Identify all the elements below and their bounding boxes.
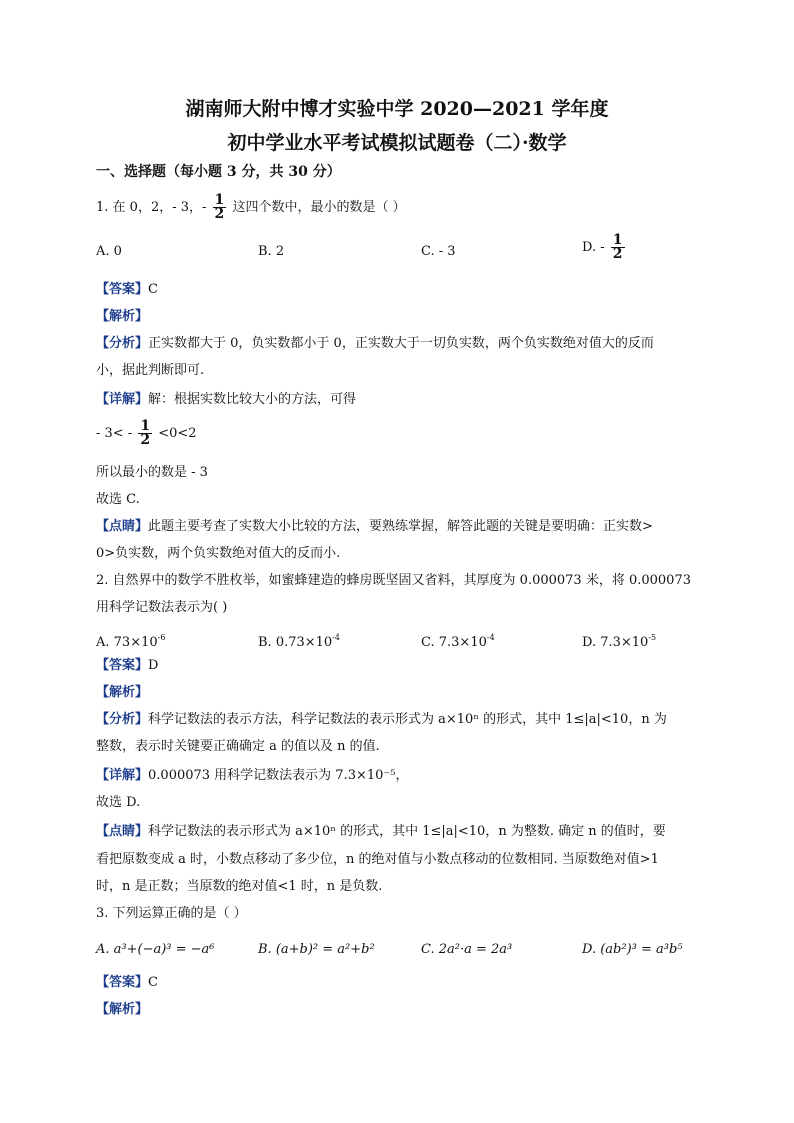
q2-analysis (96, 683, 148, 703)
q1-xiangjie (96, 390, 356, 410)
q1-choose: 故选 C. (96, 492, 140, 507)
q1-dianjing-1 (96, 517, 653, 537)
q1-fenxi-2: 小，据此判断即可. (96, 363, 205, 378)
q3-option-b: B. (a+b)² = a²+b² (258, 942, 375, 957)
frac-num: 1 (612, 232, 623, 248)
q1-option-d-text: D. - (582, 240, 605, 255)
q1-fenxi-1 (96, 334, 654, 354)
xiangjie-text: 解：根据实数比较大小的方法，可得 (148, 392, 357, 407)
q1-inequality (96, 420, 197, 447)
q2-dianjing-2: 看把原数变成 a 时，小数点移动了多少位，n 的绝对值与小数点移动的位数相同. 当原数绝对值>1 (96, 852, 659, 867)
frac-den: 2 (612, 246, 623, 262)
answer-value: C (148, 282, 158, 297)
dianjing-text: 科学记数法的表示形式为 a×10ⁿ 的形式，其中 1≤|a|<10，n 为整数. 确定 n 的值时，要 (148, 824, 666, 839)
answer-tag: 【答案】 (96, 658, 149, 673)
q1-option-c: C. - 3 (421, 244, 456, 259)
dianjing-tag: 【点睛】 (96, 824, 149, 839)
analysis-tag: 【解析】 (96, 685, 149, 700)
opt-text: C. 7.3×10 (421, 635, 487, 650)
doc-title-line2: 初中学业水平考试模拟试题卷（二）·数学 (227, 132, 567, 154)
xiangjie-tag: 【详解】 (96, 768, 149, 783)
q1-fraction (213, 194, 227, 221)
q1-option-b: B. 2 (258, 244, 285, 259)
q2-option-d (582, 628, 656, 653)
q1-stem (96, 194, 406, 221)
q1-answer (96, 280, 158, 300)
ineq-right: <0<2 (158, 426, 197, 441)
answer-tag: 【答案】 (96, 975, 149, 990)
q1-option-d-fraction (611, 234, 625, 261)
fenxi-tag: 【分析】 (96, 336, 149, 351)
q3-analysis (96, 1000, 148, 1020)
opt-exp: -5 (648, 633, 657, 642)
section-heading: 一、选择题（每小题 3 分，共 30 分） (96, 164, 341, 180)
ineq-fraction (138, 420, 152, 447)
xiangjie-tag: 【详解】 (96, 392, 149, 407)
q2-dianjing-3: 时，n 是正数；当原数的绝对值<1 时，n 是负数. (96, 879, 383, 894)
answer-value: D (148, 658, 159, 673)
q2-fenxi-2: 整数，表示时关键要正确确定 a 的值以及 n 的值. (96, 739, 380, 754)
q2-answer (96, 656, 158, 676)
ineq-left: - 3< - (96, 426, 133, 441)
q2-option-c (421, 628, 495, 653)
answer-value: C (148, 975, 158, 990)
q3-option-c: C. 2a²·a = 2a³ (421, 942, 513, 957)
q3-option-a: A. a³+(−a)³ = −a⁶ (96, 942, 215, 957)
frac-den: 2 (140, 432, 151, 448)
q3-answer (96, 973, 158, 993)
q2-fenxi-1 (96, 710, 667, 730)
opt-exp: -4 (486, 633, 495, 642)
analysis-tag: 【解析】 (96, 1002, 149, 1017)
q1-dianjing-2: 0>负实数，两个负实数绝对值大的反而小. (96, 546, 341, 561)
dianjing-text: 此题主要考查了实数大小比较的方法，要熟练掌握，解答此题的关键是要明确：正实数> (148, 519, 653, 534)
q1-option-a: A. 0 (96, 244, 122, 259)
analysis-tag: 【解析】 (96, 309, 149, 324)
q3-stem: 3. 下列运算正确的是（ ） (96, 906, 247, 921)
q2-option-b (258, 628, 340, 653)
fenxi-text: 科学记数法的表示方法，科学记数法的表示形式为 a×10ⁿ 的形式，其中 1≤|a|<10，n 为 (148, 712, 667, 727)
q2-option-a (96, 628, 165, 653)
opt-text: A. 73×10 (96, 635, 158, 650)
q1-stem-text: 1. 在 0，2，- 3，- (96, 200, 207, 215)
q1-stem-text-2: 这四个数中，最小的数是（ ） (232, 200, 406, 215)
q2-choose: 故选 D. (96, 795, 141, 810)
q1-analysis (96, 307, 148, 327)
fenxi-text: 正实数都大于 0，负实数都小于 0，正实数大于一切负实数，两个负实数绝对值大的反而 (148, 336, 654, 351)
q2-stem-1: 2. 自然界中的数学不胜枚举，如蜜蜂建造的蜂房既坚固又省料，其厚度为 0.000073 米，将 0.000073 (96, 573, 691, 588)
q1-so: 所以最小的数是 - 3 (96, 465, 208, 480)
q2-xiangjie (96, 766, 409, 786)
xiangjie-text: 0.000073 用科学记数法表示为 7.3×10⁻⁵， (148, 768, 409, 783)
dianjing-tag: 【点睛】 (96, 519, 149, 534)
opt-exp: -4 (332, 633, 340, 642)
opt-text: B. 0.73×10 (258, 635, 333, 650)
opt-exp: -6 (157, 633, 166, 642)
q3-option-d: D. (ab²)³ = a³b⁵ (582, 942, 683, 957)
frac-den: 2 (214, 206, 225, 222)
frac-num: 1 (140, 418, 151, 434)
frac-num: 1 (214, 192, 225, 208)
q2-dianjing-1 (96, 822, 666, 842)
q2-stem-2: 用科学记数法表示为( ) (96, 600, 228, 615)
q1-option-d (582, 234, 627, 261)
answer-tag: 【答案】 (96, 282, 149, 297)
fenxi-tag: 【分析】 (96, 712, 149, 727)
doc-title-line1: 湖南师大附中博才实验中学 2020—2021 学年度 (185, 98, 609, 120)
opt-text: D. 7.3×10 (582, 635, 649, 650)
